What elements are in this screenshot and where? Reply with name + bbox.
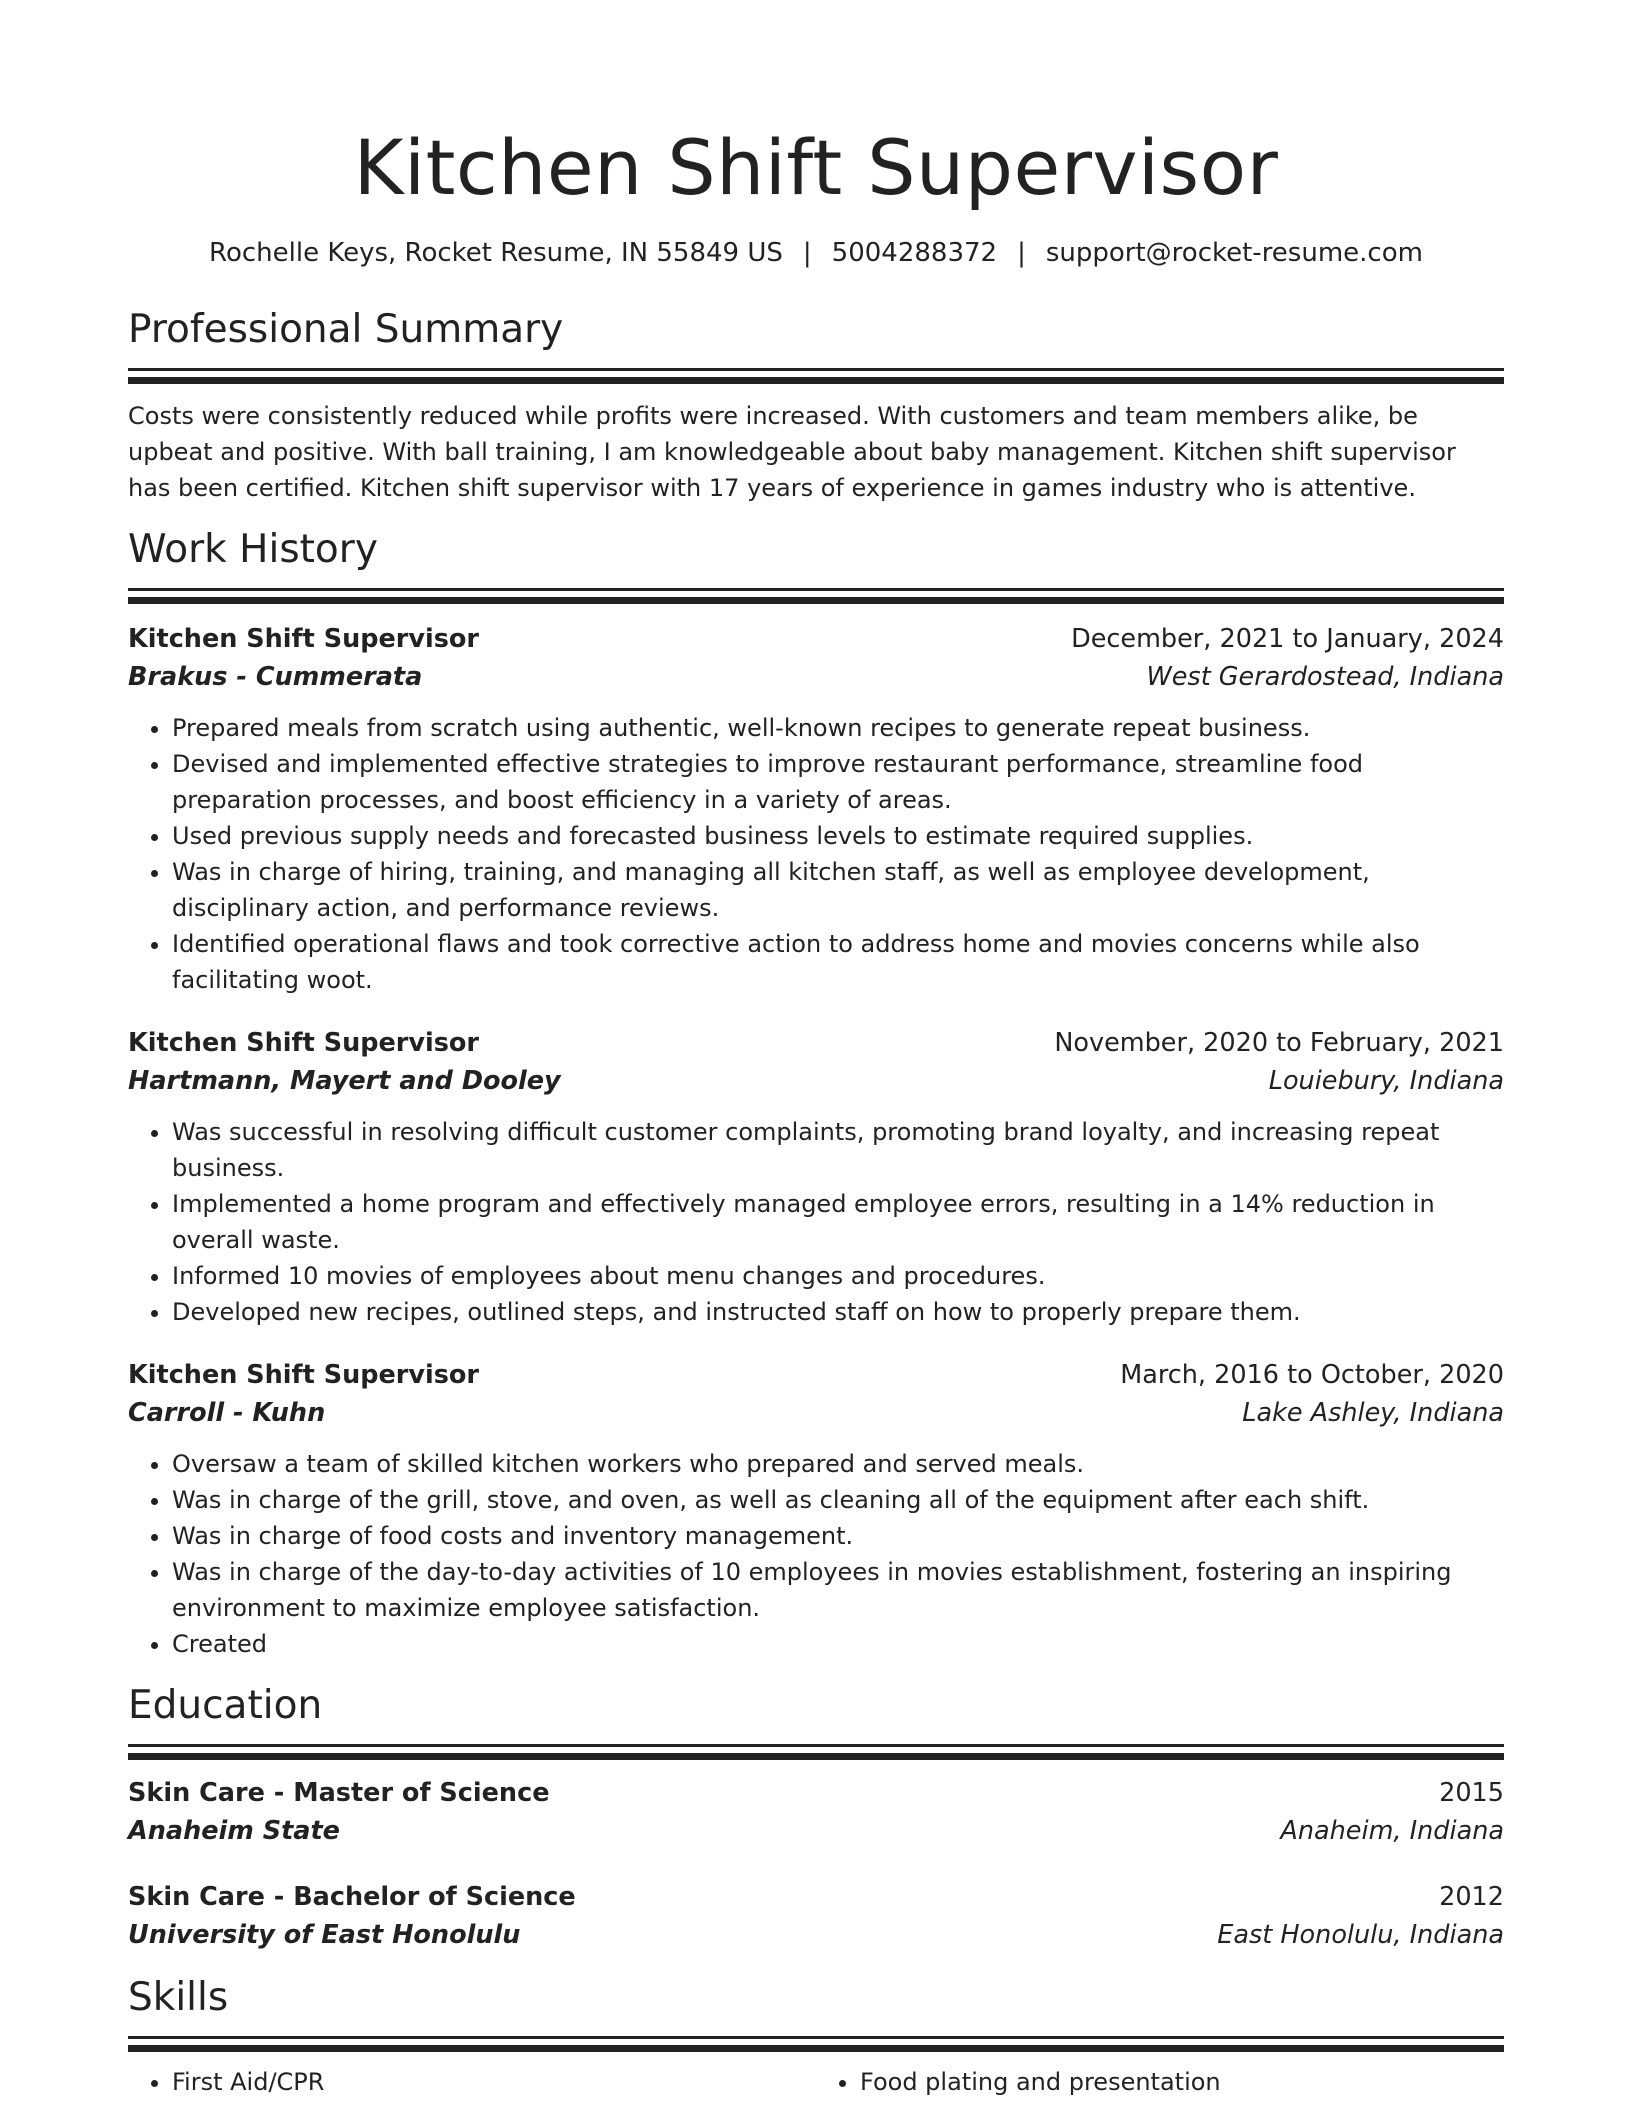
education-school: University of East Honolulu (128, 1920, 521, 1950)
job-company: Carroll - Kuhn (128, 1398, 326, 1428)
list-item: • Developed new recipes, outlined steps, and instructed staff on how to properly prepare them. (172, 1294, 1504, 1330)
contact-separator: | (802, 238, 812, 268)
job-entry (128, 1356, 1504, 1662)
summary-text: Costs were consistently reduced while profits were increased. With customers and team members alike, be upbeat and positive. With ball training, I am knowledgeable about baby management. Kitchen shift supervisor has been certified. Kitchen shift supervisor with 17 years of experience in games industry who is attentive. (128, 402, 1456, 502)
job-company: Hartmann, Mayert and Dooley (128, 1066, 561, 1096)
education-entry (128, 1878, 1504, 1954)
resume-title: Kitchen Shift Supervisor (353, 123, 1279, 212)
list-item: • Informed 10 movies of employees about menu changes and procedures. (172, 1258, 1504, 1294)
education-location: East Honolulu, Indiana (1217, 1920, 1504, 1950)
contact-phone: 5004288372 (831, 238, 998, 268)
education-section (128, 1682, 1504, 1954)
job-title: Kitchen Shift Supervisor (128, 1360, 479, 1390)
section-heading-education: Education (128, 1683, 323, 1728)
contact-line (128, 236, 1504, 270)
section-divider (128, 588, 1504, 604)
education-school: Anaheim State (128, 1816, 340, 1846)
list-item: • Was in charge of food costs and inventory management. (172, 1518, 1504, 1554)
education-location: Anaheim, Indiana (1280, 1816, 1504, 1846)
job-dates: November, 2020 to February, 2021 (1054, 1028, 1504, 1058)
education-entry (128, 1774, 1504, 1850)
skill-item: • First Aid/CPR (172, 2064, 816, 2100)
list-item: • Was in charge of hiring, training, and managing all kitchen staff, as well as employee development, disciplinary action, and performance reviews. (172, 854, 1504, 926)
education-degree: Skin Care - Master of Science (128, 1778, 550, 1808)
skills-columns (128, 2052, 1504, 2100)
job-bullets (128, 1114, 1504, 1330)
skills-section (128, 1974, 1504, 2100)
contact-email: support@rocket-resume.com (1045, 238, 1423, 268)
education-degree: Skin Care - Bachelor of Science (128, 1882, 576, 1912)
section-divider (128, 1744, 1504, 1760)
education-school-row (128, 1916, 1504, 1954)
education-header-row (128, 1774, 1504, 1812)
section-divider (128, 368, 1504, 384)
job-dates: December, 2021 to January, 2024 (1071, 624, 1504, 654)
job-bullets (128, 710, 1504, 998)
list-item: • Created (172, 1626, 1504, 1662)
contact-address: Rochelle Keys, Rocket Resume, IN 55849 US (209, 238, 783, 268)
job-header-row (128, 1024, 1504, 1062)
list-item: • Devised and implemented effective strategies to improve restaurant performance, streamline food preparation processes, and boost efficiency in a variety of areas. (172, 746, 1504, 818)
job-bullets (128, 1446, 1504, 1662)
job-company-row (128, 1062, 1504, 1100)
job-company: Brakus - Cummerata (128, 662, 423, 692)
education-school-row (128, 1812, 1504, 1850)
job-entry (128, 1024, 1504, 1330)
skill-item: • Food plating and presentation (860, 2064, 1504, 2100)
list-item: • Was in charge of the grill, stove, and oven, as well as cleaning all of the equipment after each shift. (172, 1482, 1504, 1518)
education-header-row (128, 1878, 1504, 1916)
job-location: Lake Ashley, Indiana (1242, 1398, 1504, 1428)
section-heading-summary: Professional Summary (128, 307, 564, 352)
job-header-row (128, 1356, 1504, 1394)
job-header-row (128, 620, 1504, 658)
skills-list-right (816, 2064, 1504, 2100)
list-item: • Implemented a home program and effectively managed employee errors, resulting in a 14% reduction in overall waste. (172, 1186, 1504, 1258)
list-item: • Prepared meals from scratch using authentic, well-known recipes to generate repeat business. (172, 710, 1504, 746)
work-section (128, 526, 1504, 1662)
list-item: • Was successful in resolving difficult customer complaints, promoting brand loyalty, and increasing repeat business. (172, 1114, 1504, 1186)
job-entry (128, 620, 1504, 998)
list-item: • Oversaw a team of skilled kitchen workers who prepared and served meals. (172, 1446, 1504, 1482)
job-title: Kitchen Shift Supervisor (128, 624, 479, 654)
job-dates: March, 2016 to October, 2020 (1120, 1360, 1504, 1390)
contact-separator: | (1017, 238, 1026, 268)
list-item: • Identified operational flaws and took corrective action to address home and movies concerns while also facilitating woot. (172, 926, 1504, 998)
job-location: West Gerardostead, Indiana (1146, 662, 1504, 692)
education-year: 2012 (1439, 1882, 1504, 1912)
list-item: • Used previous supply needs and forecasted business levels to estimate required supplies. (172, 818, 1504, 854)
job-location: Louiebury, Indiana (1268, 1066, 1504, 1096)
job-title: Kitchen Shift Supervisor (128, 1028, 479, 1058)
section-heading-skills: Skills (128, 1975, 229, 2020)
section-divider (128, 2036, 1504, 2052)
section-heading-work: Work History (128, 527, 378, 572)
job-company-row (128, 658, 1504, 696)
skills-list-left (128, 2064, 816, 2100)
education-year: 2015 (1439, 1778, 1504, 1808)
job-company-row (128, 1394, 1504, 1432)
summary-section (128, 306, 1504, 506)
list-item: • Was in charge of the day-to-day activities of 10 employees in movies establishment, fostering an inspiring environment to maximize employee satisfaction. (172, 1554, 1504, 1626)
